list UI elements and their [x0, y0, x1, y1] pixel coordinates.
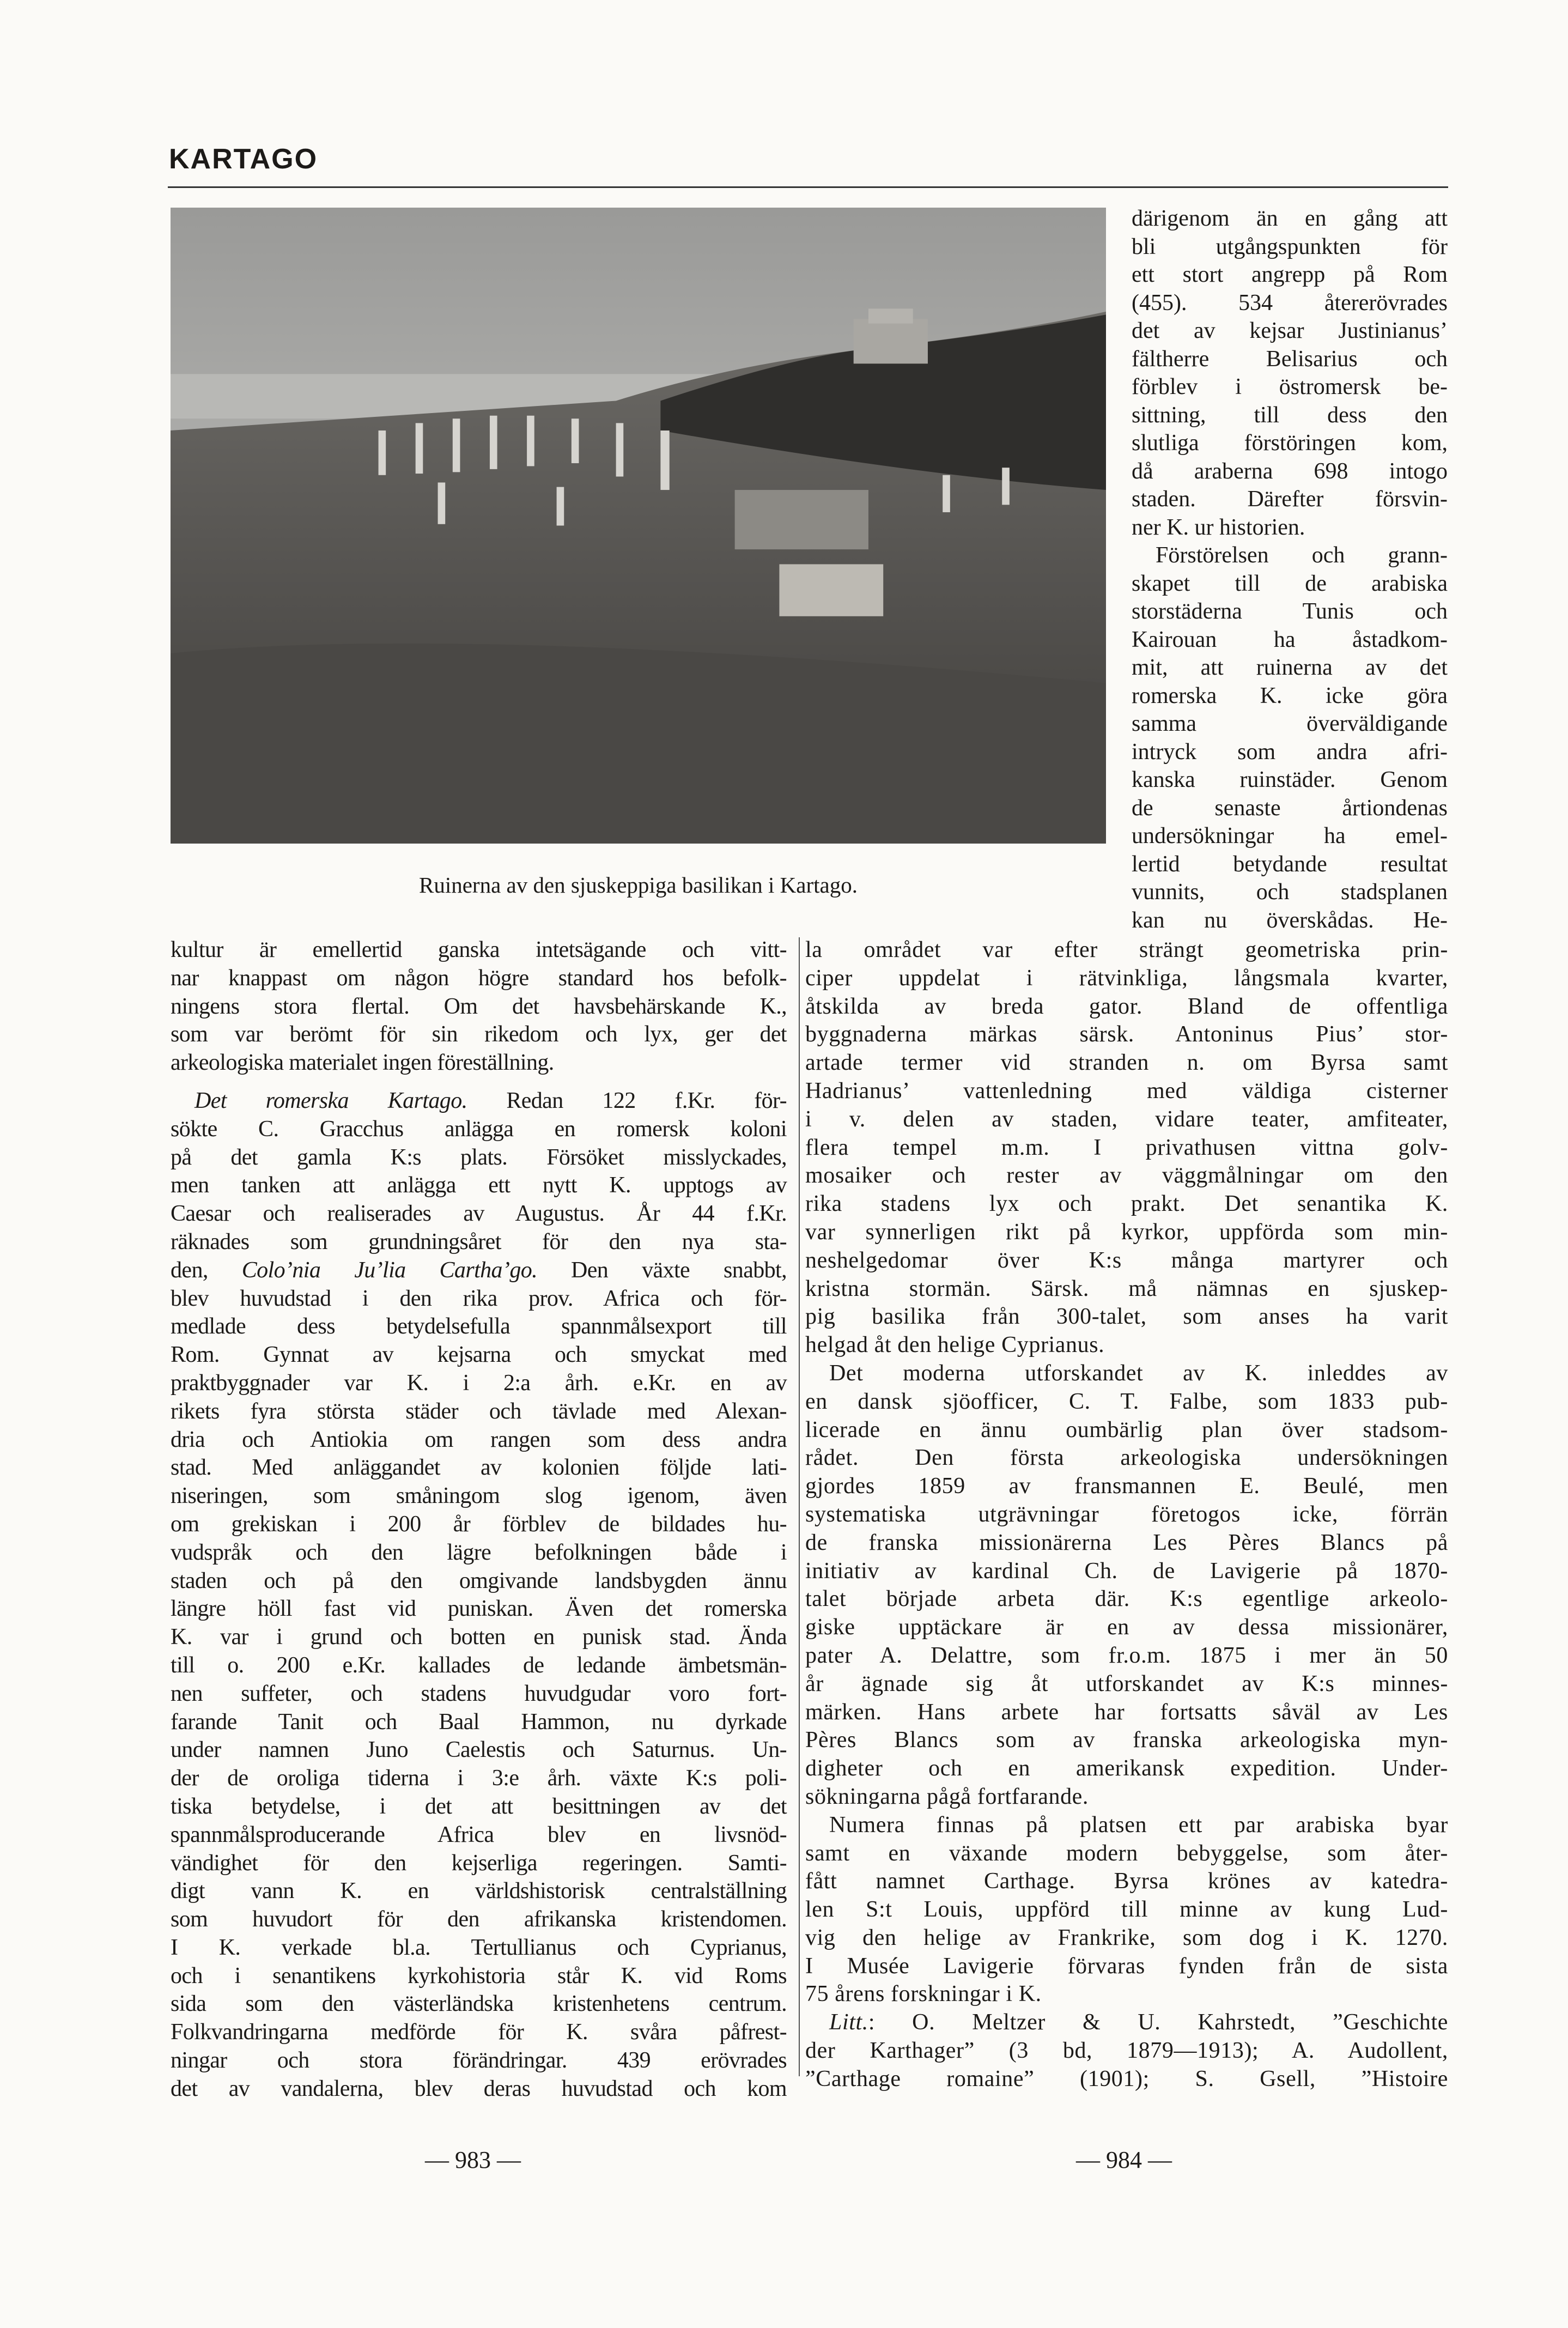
- text-segment: digt vann K. en världshistorisk centralställning: [171, 1878, 787, 1904]
- text-segment: de franska missionärerna Les Pères Blancs på: [805, 1530, 1448, 1555]
- text-line: [805, 1953, 1448, 1981]
- text-segment: Hadrianus’ vattenledning med väldiga cisterner: [805, 1078, 1448, 1104]
- text-segment: der Karthager” (3 bd, 1879—1913); A. Audollent,: [805, 2038, 1448, 2064]
- text-segment: Kairouan ha åstadkom-: [1132, 627, 1448, 652]
- text-line: [805, 1388, 1448, 1416]
- right-column-lower: [805, 936, 1448, 2094]
- text-line: [805, 1444, 1448, 1472]
- text-line: [171, 1906, 787, 1934]
- text-line: [1132, 738, 1448, 767]
- text-line: [805, 1134, 1448, 1162]
- text-line: [1132, 766, 1448, 795]
- text-segment: I Musée Lavigerie förvaras fynden från de sista: [805, 1953, 1448, 1979]
- text-line: [805, 965, 1448, 993]
- text-segment: kanska ruinstäder. Genom: [1132, 767, 1448, 792]
- italic-heading: Colo’nia Ju’lia Cartha’go.: [241, 1257, 538, 1283]
- text-line: [171, 1765, 787, 1793]
- text-segment: digheter och en amerikansk expedition. Under-: [805, 1756, 1448, 1781]
- text-line: [171, 1821, 787, 1850]
- text-segment: var synnerligen rikt på kyrkor, uppförda som min-: [805, 1219, 1448, 1245]
- text-line: [805, 1557, 1448, 1586]
- text-segment: Det moderna utforskandet av K. inleddes av: [829, 1360, 1448, 1386]
- text-line: [171, 1539, 787, 1567]
- text-segment: den,: [171, 1257, 242, 1283]
- text-segment: i v. delen av staden, vidare teater, amfiteater,: [805, 1106, 1448, 1132]
- text-line: [171, 1116, 787, 1144]
- text-segment: vig den helige av Frankrike, som dog i K. 1270.: [805, 1925, 1448, 1950]
- text-segment: arkeologiska materialet ingen föreställning.: [171, 1050, 554, 1076]
- text-line: [805, 1755, 1448, 1783]
- text-segment: blev huvudstad i den rika prov. Africa och för-: [171, 1286, 787, 1311]
- text-line: [171, 1200, 787, 1228]
- text-segment: på det gamla K:s plats. Försöket misslyckades,: [171, 1144, 787, 1170]
- text-line: [805, 1247, 1448, 1275]
- text-line: [1132, 570, 1448, 598]
- text-segment: därigenom än en gång att: [1132, 206, 1448, 231]
- text-segment: det av vandalerna, blev deras huvudstad och kom: [171, 2076, 787, 2101]
- text-line: [171, 2018, 787, 2047]
- text-segment: gjordes 1859 av fransmannen E. Beulé, men: [805, 1474, 1448, 1499]
- text-segment: storstäderna Tunis och: [1132, 599, 1448, 624]
- text-line: [171, 1595, 787, 1623]
- text-segment: : O. Meltzer & U. Kahrstedt, ”Geschichte: [868, 2010, 1448, 2035]
- text-segment: Folkvandringarna medförde för K. svåra påfrest-: [171, 2020, 787, 2045]
- text-segment: kultur är emellertid ganska intetsägande och vitt-: [171, 937, 787, 962]
- text-line: [805, 993, 1448, 1021]
- text-line: [805, 2037, 1448, 2065]
- text-segment: vändighet för den kejserliga regeringen. Samti-: [171, 1850, 787, 1876]
- text-segment: ningar och stora förändringar. 439 erövrades: [171, 2048, 787, 2074]
- text-line: [171, 1567, 787, 1596]
- text-line: [805, 1585, 1448, 1614]
- text-line: [171, 1285, 787, 1313]
- text-segment: helgad åt den helige Cyprianus.: [805, 1332, 1105, 1358]
- text-line: [805, 1331, 1448, 1360]
- right-column-upper: [1132, 205, 1448, 935]
- text-line: [805, 1077, 1448, 1106]
- text-line: [1132, 626, 1448, 654]
- text-segment: men tanken att anlägga ett nytt K. upptogs av: [171, 1173, 787, 1198]
- text-segment: fältherre Belisarius och: [1132, 346, 1448, 372]
- text-segment: ciper uppdelat i rätvinkliga, långsmala kvarter,: [805, 965, 1448, 991]
- text-segment: ningens stora flertal. Om det havsbehärskande K.,: [171, 993, 787, 1019]
- text-line: [1132, 233, 1448, 262]
- text-segment: medlade dess betydelsefulla spannmålsexport till: [171, 1314, 787, 1339]
- text-line: [171, 1793, 787, 1821]
- text-line: [805, 2009, 1448, 2037]
- text-segment: giske upptäckare är en av dessa missionärer,: [805, 1615, 1448, 1640]
- text-segment: artade termer vid stranden n. om Byrsa samt: [805, 1050, 1448, 1076]
- text-segment: förblev i östromersk be-: [1132, 374, 1448, 399]
- text-line: [171, 1652, 787, 1680]
- text-line: [171, 1426, 787, 1454]
- text-segment: då araberna 698 intogo: [1132, 458, 1448, 484]
- text-segment: Den växte snabbt,: [537, 1257, 787, 1283]
- text-segment: till o. 200 e.Kr. kallades de ledande ämbetsmän-: [171, 1652, 787, 1678]
- text-segment: intryck som andra afri-: [1132, 739, 1448, 765]
- text-line: [805, 1896, 1448, 1924]
- text-line: [171, 1482, 787, 1511]
- text-segment: nar knappast om någon högre standard hos befolk-: [171, 965, 787, 991]
- text-segment: K. var i grund och botten en punisk stad. Ända: [171, 1624, 787, 1650]
- text-segment: bli utgångspunkten för: [1132, 234, 1448, 259]
- text-segment: om grekiskan i 200 år förblev de bildades hu-: [171, 1511, 787, 1537]
- text-segment: skapet till de arabiska: [1132, 571, 1448, 596]
- header-rule: [168, 186, 1448, 188]
- text-segment: rikets fyra största städer och tävlade med Alexan-: [171, 1398, 787, 1424]
- text-line: [1132, 542, 1448, 570]
- text-segment: ett stort angrepp på Rom: [1132, 262, 1448, 287]
- text-line: [805, 1642, 1448, 1670]
- text-line: [805, 1106, 1448, 1134]
- text-line: [805, 1529, 1448, 1557]
- text-segment: romerska K. icke göra: [1132, 683, 1448, 708]
- text-segment: licerade en ännu oumbärlig plan över stadsom-: [805, 1417, 1448, 1442]
- text-line: [171, 1623, 787, 1652]
- running-header: KARTAGO: [169, 143, 318, 175]
- text-segment: I K. verkade bl.a. Tertullianus och Cyprianus,: [171, 1935, 787, 1960]
- italic-heading: Litt.: [829, 2010, 868, 2035]
- text-line: [171, 1680, 787, 1708]
- text-segment: sida som den västerländska kristenhetens centrum.: [171, 1991, 787, 2017]
- text-segment: pig basilika från 300-talet, som anses ha varit: [805, 1304, 1448, 1330]
- text-segment: och i senantikens kyrkohistoria står K. vid Roms: [171, 1963, 787, 1988]
- text-segment: märken. Hans arbete har fortsatts såväl av Les: [805, 1699, 1448, 1725]
- text-line: [805, 1614, 1448, 1642]
- text-segment: la området var efter strängt geometriska prin-: [805, 937, 1448, 962]
- text-segment: kan nu överskådas. He-: [1132, 907, 1448, 933]
- text-line: [171, 1341, 787, 1369]
- text-line: [805, 1670, 1448, 1699]
- text-segment: len S:t Louis, uppförd till minne av kung Lud-: [805, 1897, 1448, 1923]
- text-line: [171, 1962, 787, 1991]
- text-line: [171, 1877, 787, 1906]
- text-segment: samma överväldigande: [1132, 711, 1448, 736]
- text-segment: (455). 534 återerövrades: [1132, 290, 1448, 316]
- text-segment: sökningarna pågå fortfarande.: [805, 1784, 1089, 1809]
- text-line: [1132, 486, 1448, 514]
- text-line: [171, 936, 787, 965]
- text-segment: niseringen, som småningom slog igenom, även: [171, 1483, 787, 1509]
- text-line: [805, 1924, 1448, 1953]
- text-line: [171, 1934, 787, 1962]
- text-line: [171, 1172, 787, 1200]
- text-line: [171, 2047, 787, 2075]
- text-segment: rådet. Den första arkeologiska undersökningen: [805, 1445, 1448, 1471]
- text-segment: kristna stormän. Särsk. må nämnas en sjuskep-: [805, 1276, 1448, 1301]
- text-line: [1132, 205, 1448, 233]
- text-line: [171, 2075, 787, 2103]
- text-line: [1132, 598, 1448, 626]
- left-column-text: [171, 936, 787, 2103]
- text-segment: sökte C. Gracchus anlägga en romersk koloni: [171, 1116, 787, 1142]
- text-segment: stad. Med anläggandet av kolonien följde lati-: [171, 1455, 787, 1481]
- text-segment: staden och på den omgivande landsbygden ännu: [171, 1568, 787, 1593]
- text-line: [805, 1360, 1448, 1388]
- text-segment: Pères Blancs som av franska arkeologiska myn-: [805, 1727, 1448, 1753]
- paragraph-gap: [171, 1077, 787, 1087]
- text-segment: sittning, till dess den: [1132, 402, 1448, 428]
- text-line: [1132, 710, 1448, 738]
- text-line: [805, 1218, 1448, 1247]
- text-line: [171, 965, 787, 993]
- text-segment: slutliga förstöringen kom,: [1132, 431, 1448, 456]
- text-line: [805, 1472, 1448, 1501]
- text-line: [805, 2065, 1448, 2094]
- text-line: [1132, 317, 1448, 345]
- text-segment: byggnaderna märkas särsk. Antoninus Pius’ stor-: [805, 1022, 1448, 1047]
- text-line: [1132, 514, 1448, 542]
- photo-caption: Ruinerna av den sjuskeppiga basilikan i Kartago.: [419, 872, 858, 898]
- text-line: [171, 1850, 787, 1878]
- text-segment: neshelgedomar över K:s många martyrer och: [805, 1247, 1448, 1273]
- text-line: [171, 1144, 787, 1172]
- text-segment: undersökningar ha emel-: [1132, 823, 1448, 848]
- text-line: [171, 1398, 787, 1426]
- text-segment: som var berömt för sin rikedom och lyx, ger det: [171, 1022, 787, 1047]
- text-line: [171, 1021, 787, 1049]
- text-line: [1132, 345, 1448, 374]
- text-line: [171, 1257, 787, 1285]
- text-segment: Förstörelsen och grann-: [1156, 543, 1448, 568]
- text-segment: mit, att ruinerna av det: [1132, 655, 1448, 680]
- text-segment: det av kejsar Justinianus’: [1132, 318, 1448, 343]
- text-line: [805, 1049, 1448, 1077]
- text-line: [171, 1313, 787, 1341]
- text-line: [805, 1416, 1448, 1445]
- text-line: [1132, 402, 1448, 430]
- text-line: [171, 1736, 787, 1765]
- text-line: [805, 1699, 1448, 1727]
- text-segment: Caesar och realiserades av Augustus. År 44 f.Kr.: [171, 1201, 787, 1227]
- text-segment: de senaste årtiondenas: [1132, 795, 1448, 821]
- text-line: [1132, 261, 1448, 289]
- text-segment: räknades som grundningsåret för den nya sta-: [171, 1229, 787, 1254]
- text-line: [805, 1303, 1448, 1331]
- text-segment: flera tempel m.m. I privathusen vittna golv-: [805, 1135, 1448, 1160]
- text-line: [805, 1868, 1448, 1896]
- text-segment: der de oroliga tiderna i 3:e årh. växte K:s poli-: [171, 1766, 787, 1791]
- text-segment: vunnits, och stadsplanen: [1132, 880, 1448, 905]
- text-segment: år ägnade sig åt utforskandet av K:s minnes-: [805, 1671, 1448, 1696]
- text-segment: tiska betydelse, i det att besittningen av det: [171, 1793, 787, 1819]
- text-segment: under namnen Juno Caelestis och Saturnus. Un-: [171, 1737, 787, 1763]
- page-number-left: — 983 —: [425, 2147, 521, 2173]
- text-segment: praktbyggnader var K. i 2:a årh. e.Kr. en av: [171, 1370, 787, 1396]
- text-line: [171, 993, 787, 1021]
- text-line: [171, 1708, 787, 1737]
- text-line: [805, 1162, 1448, 1190]
- page-number-right: — 984 —: [1076, 2147, 1172, 2173]
- text-line: [1132, 458, 1448, 486]
- text-segment: ner K. ur historien.: [1132, 514, 1305, 540]
- text-segment: nen suffeter, och stadens huvudgudar voro fort-: [171, 1681, 787, 1706]
- text-line: [805, 1021, 1448, 1049]
- text-line: [805, 1980, 1448, 2009]
- text-line: [1132, 654, 1448, 682]
- text-line: [171, 1049, 787, 1077]
- text-line: [1132, 289, 1448, 318]
- text-segment: längre höll fast vid puniskan. Även det romerska: [171, 1596, 787, 1622]
- text-line: [805, 1190, 1448, 1218]
- column-divider: [799, 937, 800, 2076]
- text-line: [1132, 822, 1448, 851]
- text-segment: farande Tanit och Baal Hammon, nu dyrkade: [171, 1709, 787, 1735]
- text-line: [1132, 795, 1448, 823]
- text-line: [171, 1369, 787, 1398]
- text-line: [1132, 878, 1448, 907]
- text-segment: Redan 122 f.Kr. för-: [467, 1088, 787, 1113]
- text-segment: 75 årens forskningar i K.: [805, 1981, 1042, 2007]
- text-segment: lertid betydande resultat: [1132, 851, 1448, 877]
- text-segment: pater A. Delattre, som fr.o.m. 1875 i mer än 50: [805, 1642, 1448, 1668]
- text-segment: som huvudort för den afrikanska kristendomen.: [171, 1907, 787, 1932]
- text-segment: ”Carthage romaine” (1901); S. Gsell, ”Histoire: [805, 2066, 1448, 2091]
- text-line: [1132, 682, 1448, 711]
- text-line: [1132, 851, 1448, 879]
- text-line: [171, 1511, 787, 1539]
- text-segment: åtskilda av breda gator. Bland de offentliga: [805, 993, 1448, 1019]
- text-segment: en dansk sjöofficer, C. T. Falbe, som 1833 pub-: [805, 1389, 1448, 1414]
- text-segment: Numera finnas på platsen ett par arabiska byar: [829, 1812, 1448, 1838]
- text-line: [171, 1087, 787, 1116]
- text-line: [1132, 429, 1448, 458]
- text-line: [1132, 907, 1448, 935]
- text-segment: fått namnet Carthage. Byrsa krönes av katedra-: [805, 1869, 1448, 1894]
- ruins-photograph: [171, 208, 1106, 844]
- text-segment: mosaiker och rester av väggmålningar om den: [805, 1163, 1448, 1189]
- text-line: [171, 1454, 787, 1482]
- text-line: [1132, 373, 1448, 402]
- text-line: [805, 1501, 1448, 1529]
- text-segment: staden. Därefter försvin-: [1132, 487, 1448, 512]
- text-segment: talet började arbeta där. K:s egentlige arkeolo-: [805, 1586, 1448, 1612]
- text-segment: vudspråk och den lägre befolkningen både i: [171, 1539, 787, 1565]
- text-segment: Rom. Gynnat av kejsarna och smyckat med: [171, 1342, 787, 1368]
- text-line: [805, 1783, 1448, 1811]
- text-segment: dria och Antiokia om rangen som dess andra: [171, 1427, 787, 1452]
- text-line: [171, 1990, 787, 2018]
- text-segment: systematiska utgrävningar företogos icke, förrän: [805, 1501, 1448, 1527]
- text-line: [805, 1840, 1448, 1868]
- text-line: [805, 936, 1448, 965]
- text-segment: initiativ av kardinal Ch. de Lavigerie på 1870-: [805, 1558, 1448, 1584]
- italic-heading: Det romerska Kartago.: [195, 1088, 467, 1113]
- text-line: [805, 1811, 1448, 1840]
- text-segment: rika stadens lyx och prakt. Det senantika K.: [805, 1191, 1448, 1217]
- text-line: [171, 1228, 787, 1257]
- text-segment: samt en växande modern bebyggelse, som åter-: [805, 1840, 1448, 1866]
- text-line: [805, 1726, 1448, 1755]
- text-line: [805, 1275, 1448, 1304]
- text-segment: spannmålsproducerande Africa blev en livsnöd-: [171, 1822, 787, 1847]
